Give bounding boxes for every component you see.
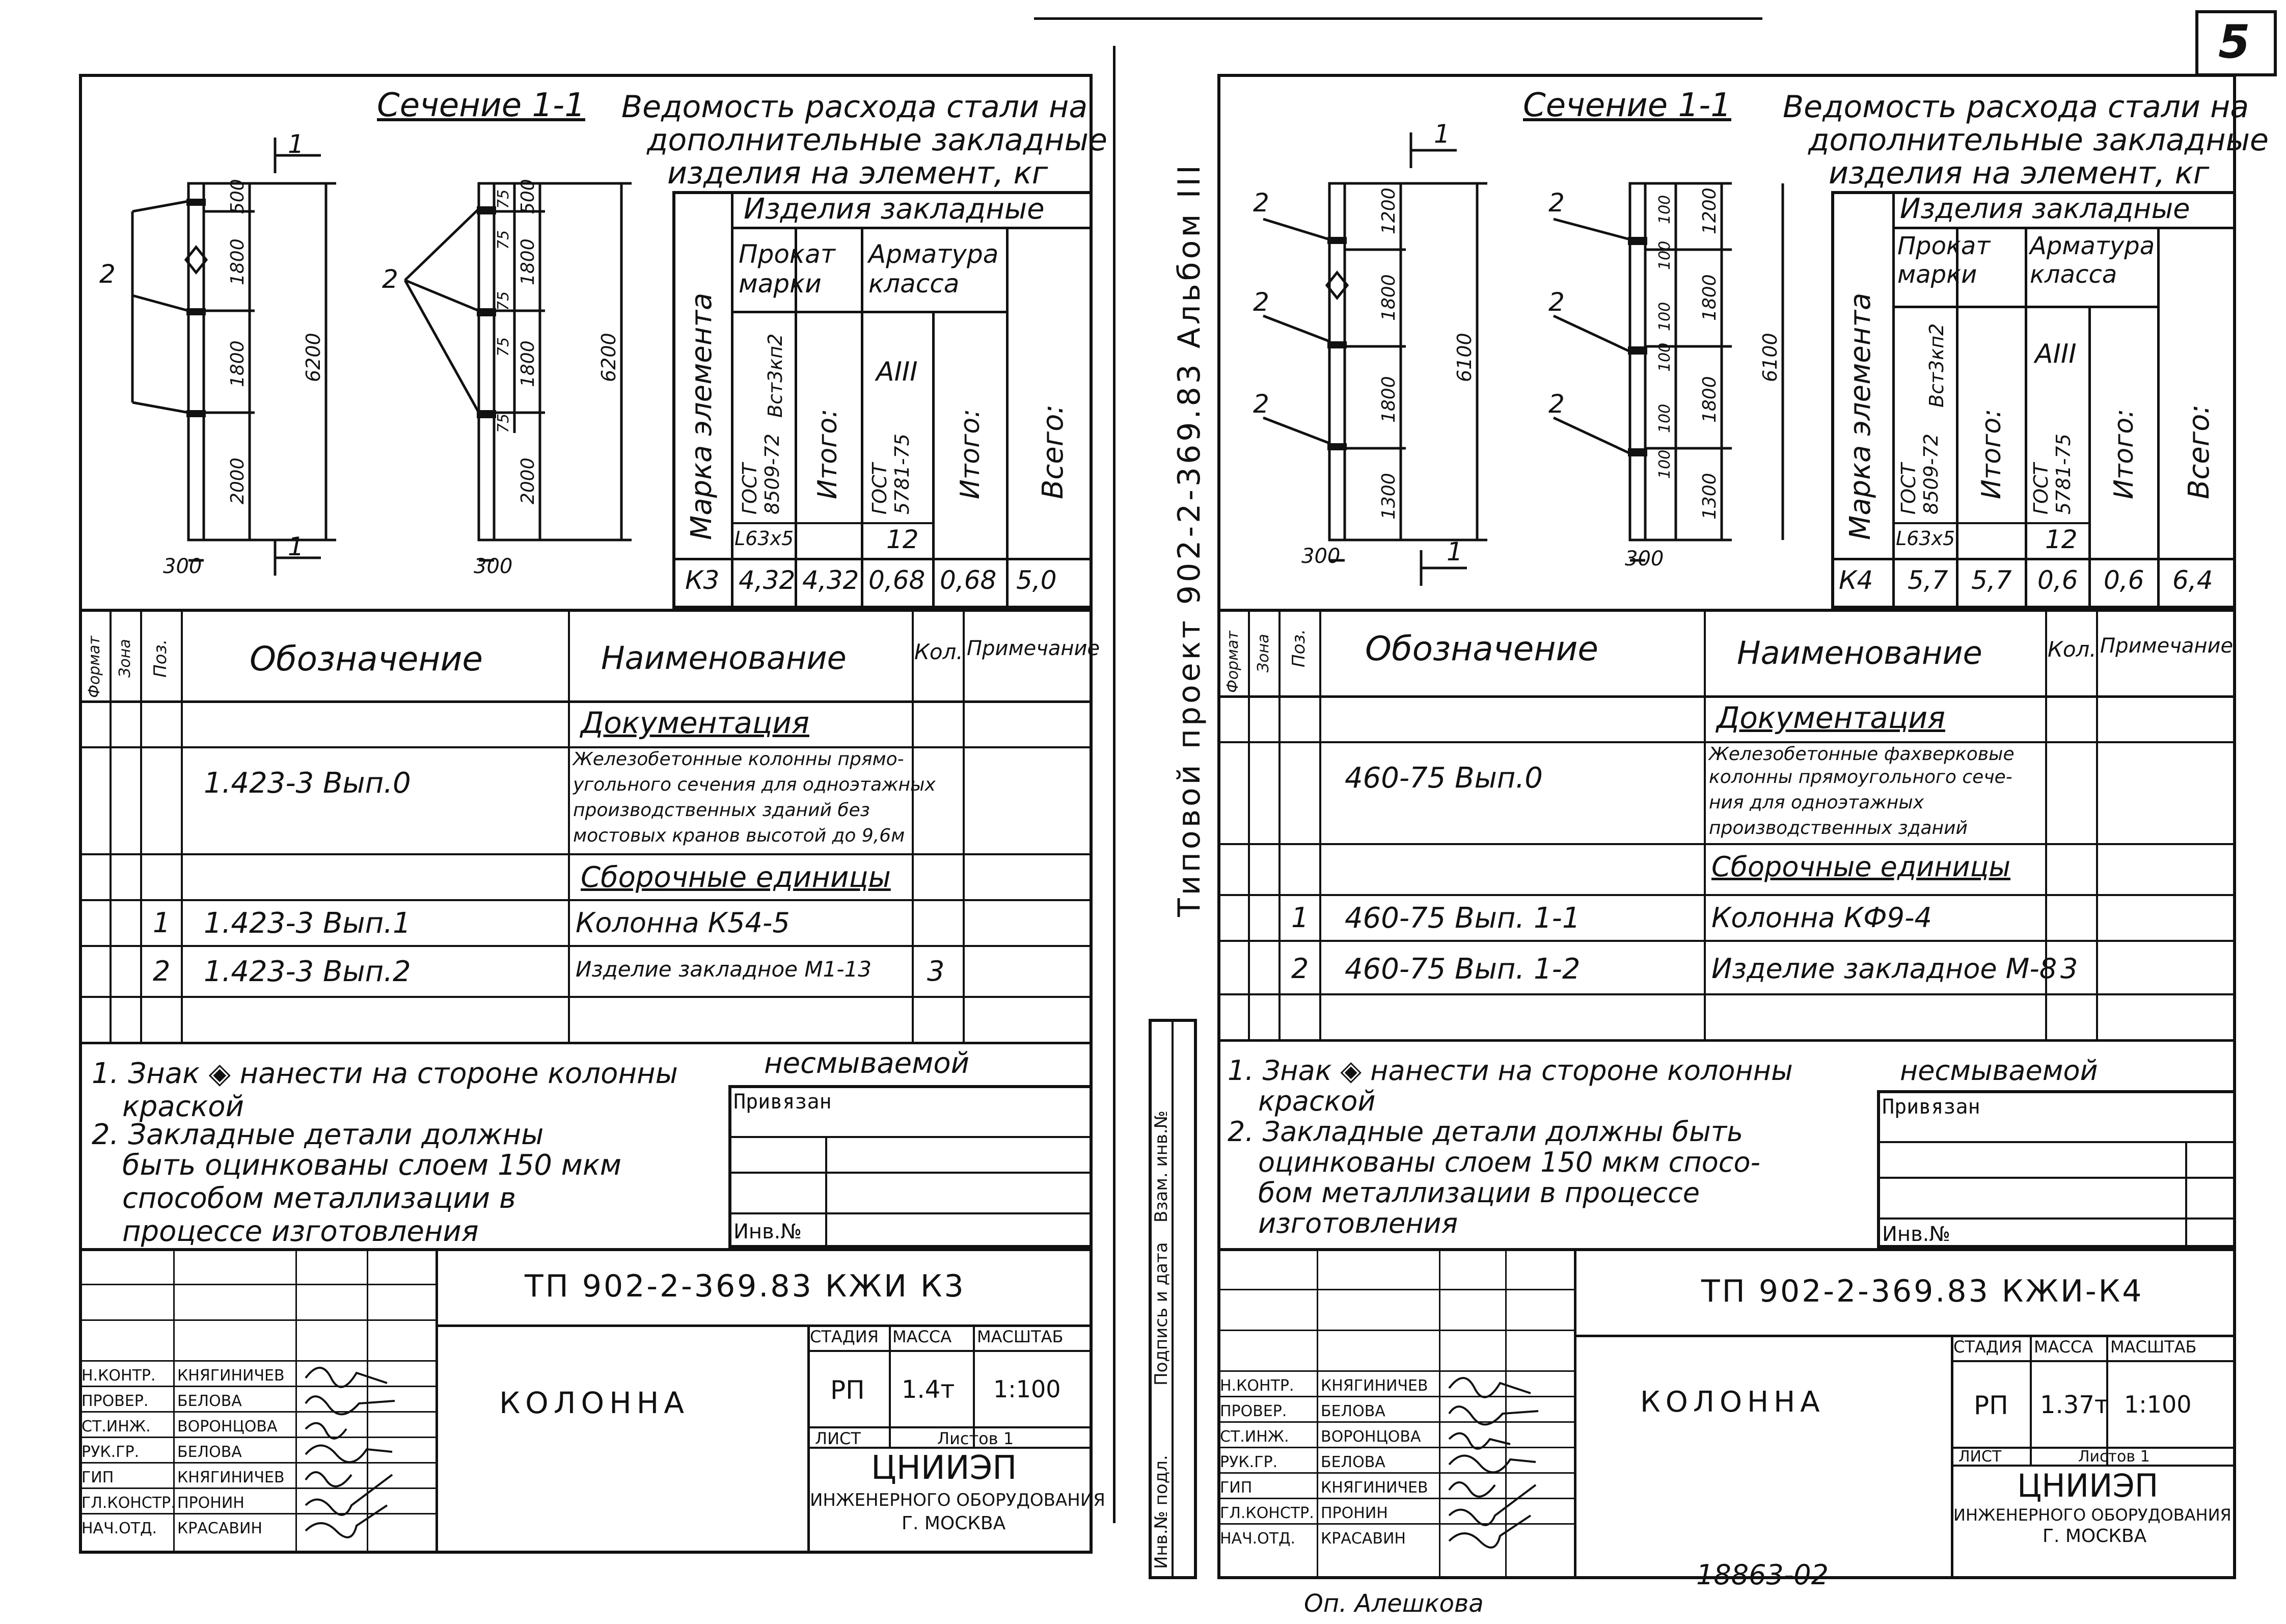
sheet-2-cut-label-bottom: 1: [1447, 537, 1463, 566]
sheet-2-rolled-profile: L63x5: [1896, 527, 1955, 550]
sheet-2-spec-line: [1278, 609, 1281, 1039]
sheet-1-dim-4: 2000: [227, 457, 248, 504]
sheet-2-note-1: 1. Знак ◈ нанести на стороне колонны: [1228, 1054, 1793, 1087]
sheet-1-rolled-grade: Вст3кп2: [764, 333, 786, 418]
sheet-1-steel-line: [672, 558, 1093, 560]
sheet-1-name-1: КНЯГИНИЧЕВ: [177, 1367, 285, 1385]
sheet-2-note-2-d: изготовления: [1258, 1207, 1458, 1239]
sheet-2-hdr-pos: Поз.: [1289, 629, 1309, 667]
sheet-2-row-rolled-total: 5,7: [1971, 565, 2012, 595]
sheet-1-row1-pos: 1: [153, 907, 171, 939]
sheet-1-steel-title-3: изделия на элемент, кг: [667, 155, 1048, 191]
sheet-1-spec-line: [181, 609, 183, 1042]
sheet-2-tb-line: [1439, 1248, 1440, 1579]
sheet-2-spec-line: [1217, 695, 2236, 698]
sheet-1-pos-label-a: 2: [99, 259, 116, 289]
sheet-1-role-3: СТ.ИНЖ.: [81, 1418, 151, 1436]
sheet-1-bound-line: [728, 1136, 1093, 1138]
sheet-2-hdr-qty: Кол.: [2048, 637, 2097, 662]
sheet-1-name-3: ВОРОНЦОВА: [177, 1418, 278, 1436]
sheet-2-small-2: 100: [1656, 240, 1674, 270]
sheet-2-role-2: ПРОВЕР.: [1220, 1402, 1287, 1420]
sheet-1-spec-line: [79, 609, 1093, 612]
sheet-1-dim-overall-b: 6200: [597, 333, 620, 382]
sheet-1-spec-line: [963, 609, 965, 1042]
sheet-1-dim-overall: 6200: [302, 333, 324, 382]
sheet-1-tb-line: [807, 1324, 810, 1554]
page-number: 5: [2218, 15, 2250, 69]
sheet-2-dim-5: 1200: [1699, 187, 1720, 234]
sheet-1-note-1: 1. Знак ◈ нанести на стороне колонны: [92, 1057, 678, 1090]
sheet-2-doc-name-3: ния для одноэтажных: [1709, 792, 1924, 813]
sheet-2-steel-title-2: дополнительные закладные: [1808, 122, 2269, 158]
sheet-1-tb-line: [79, 1284, 436, 1285]
sheet-2-pos-label-a: 2: [1253, 188, 1269, 218]
sheet-2-row2-name: Изделие закладное М-8: [1711, 953, 2057, 985]
album-label: Типовой проект 902-2-369.83 Альбом III: [1172, 162, 1207, 917]
sheet-1-spec-line: [79, 700, 1093, 703]
sheet-1-hdr-note: Примечание: [967, 637, 1100, 660]
sheet-2-scale: 1:100: [2124, 1391, 2192, 1418]
sheet-1-row1-name: Колонна К54-5: [576, 907, 790, 939]
sheet-2-tb-line: [1951, 1360, 2236, 1362]
sheet-1-spec-line: [79, 746, 1093, 748]
sheet-1-spec-line: [912, 609, 914, 1042]
sheet-1-hdr-format: Формат: [86, 636, 103, 698]
sheet-1-note-2-b: быть оцинкованы слоем 150 мкм: [122, 1149, 621, 1182]
sheet-2-note-2-b: оцинкованы слоем 150 мкм спосо-: [1258, 1146, 1760, 1178]
sheet-1-row-rebar-total: 0,68: [940, 565, 997, 595]
sheet-1-rebar-gost: ГОСТ 5781-75: [868, 434, 913, 515]
sheet-2-doc-code: 460-75 Вып.0: [1345, 762, 1543, 795]
sheet-1-role-6: ГЛ.КОНСТР.: [81, 1494, 176, 1512]
sheet-2-hdr-note: Примечание: [2100, 634, 2234, 658]
sheet-1-hdr-zone: Зона: [116, 639, 134, 678]
sheet-1-rebar-dia: 12: [886, 525, 919, 554]
sheet-2-column-drawing: [1233, 117, 1834, 606]
sheet-2-row-rolled: 5,7: [1908, 565, 1948, 595]
sheet-2-spec-line: [1217, 940, 2236, 942]
sheet-1-row-mark: К3: [685, 565, 720, 595]
sheet-2-spec-line: [1217, 894, 2236, 896]
sheet-2-spec-line: [1248, 609, 1250, 1039]
sheet-2-small-3: 100: [1656, 302, 1674, 331]
sheet-1-hdr-qty: Кол.: [914, 639, 963, 664]
sheet-2-name-7: КРАСАВИН: [1321, 1530, 1406, 1548]
sheet-1-spec-line: [140, 609, 142, 1042]
sheet-2-spec-line: [1319, 609, 1321, 1039]
sheet-2-docs-heading: Документация: [1717, 700, 1945, 735]
sheet-2-row-grand-total: 6,4: [2172, 565, 2213, 595]
sheet-2-name-3: ВОРОНЦОВА: [1321, 1428, 1421, 1446]
sheet-1-designation: ТП 902-2-369.83 КЖИ К3: [525, 1268, 966, 1304]
sheet-1-row-rolled: 4,32: [739, 565, 796, 595]
sheet-2-spec-line: [1217, 609, 2236, 612]
sheet-1-stage-label: СТАДИЯ: [810, 1327, 879, 1346]
sheet-1-steel-line: [861, 227, 863, 609]
sheet-1-spec-line: [79, 1042, 1093, 1044]
sheet-1-small-1: 75: [495, 189, 512, 209]
side-stamp-label-sign: Подпись и дата: [1151, 1242, 1172, 1386]
side-stamp-label-inv: Инв.№ подл.: [1151, 1455, 1172, 1569]
sheet-1-steel-line: [731, 227, 1093, 229]
sheet-1-small-3: 75: [495, 291, 512, 311]
sheet-1-row1-code: 1.423-3 Вып.1: [204, 907, 411, 940]
sheet-2-sheets-label: Листов 1: [2078, 1448, 2150, 1466]
center-gutter-line: [1113, 46, 1115, 1523]
sheet-2-role-6: ГЛ.КОНСТР.: [1220, 1504, 1314, 1522]
sheet-2-small-5: 100: [1656, 403, 1674, 433]
sheet-1-scale-label: МАСШТАБ: [977, 1327, 1064, 1346]
sheet-1-dim-8: 2000: [518, 457, 538, 504]
sheet-2-bound-line: [1877, 1141, 2236, 1143]
sheet-2-rebar-class: АIII: [2035, 339, 2077, 369]
sheet-1-mass: 1.4т: [902, 1375, 955, 1404]
sheet-1-row2-qty: 3: [927, 955, 945, 987]
sheet-2-role-4: РУК.ГР.: [1220, 1453, 1278, 1471]
sheet-2-base-width-a: 300: [1301, 545, 1341, 568]
sheet-1-subtotal-b: Итого:: [955, 409, 986, 499]
sheet-1-name-7: КРАСАВИН: [177, 1520, 262, 1537]
sheet-1-tb-line: [889, 1324, 891, 1447]
sheet-2-rolled-grade: Вст3кп2: [1925, 323, 1948, 408]
sheet-1-tb-line: [807, 1426, 1093, 1428]
sheet-1-hdr-name: Наименование: [601, 639, 847, 676]
sheet-1-org-1: ЦНИИЭП: [871, 1449, 1017, 1487]
sheet-2-bound-label: Привязан: [1882, 1095, 1980, 1119]
sheet-1-stamp-title: КОЛОННА: [499, 1386, 689, 1420]
sheet-2-hdr-name: Наименование: [1737, 634, 1982, 671]
sheet-1-role-2: ПРОВЕР.: [81, 1392, 149, 1410]
sheet-2-name-6: ПРОНИН: [1321, 1504, 1388, 1522]
sheet-2-bound-line: [1877, 1177, 2236, 1179]
sheet-2-hdr-zone: Зона: [1255, 634, 1272, 672]
sheet-1-cut-label-top: 1: [288, 129, 304, 159]
sheet-1-steel-title-1: Ведомость расхода стали на: [621, 89, 1088, 125]
sheet-2-stage-label: СТАДИЯ: [1953, 1337, 2022, 1357]
sheet-1-note-2-a: 2. Закладные детали должны: [92, 1118, 544, 1151]
sheet-2-role-3: СТ.ИНЖ.: [1220, 1428, 1289, 1446]
sheet-2-hdr-format: Формат: [1224, 631, 1242, 693]
sheet-2-row2-code: 460-75 Вып. 1-2: [1345, 953, 1581, 986]
sheet-2-role-1: Н.КОНТР.: [1220, 1377, 1294, 1395]
sheet-2-doc-name-4: производственных зданий: [1709, 818, 1968, 838]
sheet-1-name-4: БЕЛОВА: [177, 1443, 242, 1461]
sheet-2-dim-2: 1800: [1378, 274, 1399, 321]
sheet-2-stamp-title: КОЛОННА: [1640, 1386, 1825, 1419]
sheet-1-mark-header: Марка элемента: [685, 292, 718, 540]
sheet-1-spec-line: [568, 609, 570, 1042]
sheet-1-bound-line: [728, 1172, 1093, 1174]
sheet-2-tb-line: [1317, 1248, 1318, 1579]
sheet-2-rebar-header: Арматура класса: [2030, 232, 2155, 289]
sheet-2-subtotal-a: Итого:: [1976, 409, 2007, 499]
sheet-1-tb-line: [79, 1248, 1093, 1251]
side-stamp-divider: [1172, 1019, 1174, 1579]
sheet-2-steel-line: [1892, 191, 1895, 609]
sheet-1-spec-line: [79, 899, 1093, 901]
sheet-2-small-1: 100: [1656, 195, 1674, 224]
sheet-1-org-2: ИНЖЕНЕРНОГО ОБОРУДОВАНИЯ: [810, 1490, 1105, 1510]
sheet-1-pos-label-b: 2: [382, 264, 398, 294]
sheet-2-dim-3: 1800: [1378, 376, 1399, 423]
sheet-1-role-5: ГИП: [81, 1469, 114, 1486]
sheet-1-group-header: Изделия закладные: [744, 193, 1045, 226]
sheet-2-hdr-designation: Обозначение: [1365, 629, 1598, 668]
sheet-2-row-rebar: 0,6: [2037, 565, 2078, 595]
sheet-2-inv-label: Инв.№: [1882, 1223, 1950, 1246]
sheet-2-note-1-b: несмываемой: [1900, 1054, 2098, 1087]
sheet-2-pos-label-f: 2: [1548, 389, 1565, 419]
sheet-1-doc-name-1: Железобетонные колонны прямо-: [573, 749, 904, 770]
sheet-1-doc-code: 1.423-3 Вып.0: [204, 767, 411, 800]
sheet-1-row-rebar: 0,68: [868, 565, 926, 595]
sheet-2-note-1-c: краской: [1258, 1085, 1376, 1117]
sheet-1-rolled-gost: ГОСТ 8509-72: [739, 434, 783, 515]
sheet-2-mass-label: МАССА: [2034, 1337, 2093, 1357]
sheet-1-mass-label: МАССА: [892, 1327, 952, 1346]
sheet-1-scale: 1:100: [993, 1375, 1061, 1403]
sheet-1-assembly-heading: Сборочные единицы: [581, 861, 891, 894]
sheet-2-role-7: НАЧ.ОТД.: [1220, 1530, 1296, 1548]
sheet-1-dim-1: 500: [227, 179, 248, 214]
sheet-1-steel-line: [1006, 227, 1009, 609]
sheet-2-row1-name: Колонна КФ9-4: [1711, 902, 1932, 934]
sheet-1-dim-5: 500: [518, 179, 538, 214]
sheet-1-small-4: 75: [495, 337, 512, 357]
sheet-2-spec-line: [1217, 843, 2236, 845]
sheet-2-mark-header: Марка элемента: [1844, 292, 1877, 540]
sheet-2-row-mark: К4: [1839, 565, 1873, 595]
sheet-2-small-6: 100: [1656, 449, 1674, 479]
sheet-2-steel-line: [2157, 227, 2160, 609]
sheet-1-note-2-c: способом металлизации в: [122, 1182, 516, 1215]
sheet-2-steel-title-1: Ведомость расхода стали на: [1783, 89, 2249, 125]
sheet-2-org-1: ЦНИИЭП: [2017, 1467, 2159, 1504]
sheet-2-steel-line: [1892, 227, 2236, 229]
sheet-2-small-4: 100: [1656, 342, 1674, 372]
sheet-1-role-7: НАЧ.ОТД.: [81, 1520, 157, 1537]
sheet-1-spec-line: [79, 945, 1093, 947]
sheet-2-tb-line: [1951, 1335, 1953, 1579]
sheet-2-stage: РП: [1974, 1391, 2008, 1420]
sheet-1-steel-line: [932, 311, 935, 609]
sheet-2-steel-line: [1892, 522, 2091, 524]
sheet-2-row1-pos: 1: [1291, 902, 1309, 934]
sheet-1-steel-line: [731, 522, 935, 524]
sheet-2-pos-label-d: 2: [1548, 188, 1565, 218]
sheet-2-spec-line: [2096, 609, 2098, 1039]
sheet-2-spec-line: [1217, 1039, 2236, 1042]
sheet-2-subtotal-b: Итого:: [2109, 409, 2139, 499]
sheet-2-tb-line: [1217, 1330, 1574, 1331]
sheet-1-tb-line: [79, 1319, 436, 1321]
sheet-2-spec-line: [1217, 741, 2236, 743]
sheet-2-spec-line: [1704, 609, 1706, 1039]
copied-by: Оп. Алешкова: [1304, 1589, 1484, 1618]
sheet-2-name-4: БЕЛОВА: [1321, 1453, 1385, 1471]
sheet-1-note-2-d: процессе изготовления: [122, 1215, 479, 1248]
sheet-2-note-2-c: бом металлизации в процессе: [1258, 1177, 1700, 1209]
sheet-1-small-5: 75: [495, 413, 512, 433]
sheet-1-note-1-c: краской: [122, 1090, 244, 1123]
sheet-1-doc-name-2: угольного сечения для одноэтажных: [573, 774, 936, 795]
sheet-2-tb-line: [1217, 1248, 2236, 1251]
sheet-2-section-title: Сечение 1-1: [1523, 87, 1731, 124]
sheet-2-dim-6: 1800: [1699, 274, 1720, 321]
sheet-2-org-3: Г. МОСКВА: [2043, 1526, 2147, 1547]
sheet-1-cut-label-bottom: 1: [288, 532, 304, 561]
sheet-1-dim-6: 1800: [518, 238, 538, 285]
sheet-1-spec-line: [79, 853, 1093, 855]
sheet-2-row2-qty: 3: [2060, 953, 2078, 985]
sheet-1-sheet-label: ЛИСТ: [815, 1429, 861, 1448]
sheet-2-org-2: ИНЖЕНЕРНОГО ОБОРУДОВАНИЯ: [1953, 1505, 2231, 1525]
sheet-2-bound-line: [2185, 1141, 2187, 1248]
sheet-1-dim-7: 1800: [518, 340, 538, 387]
sheet-2-row1-code: 460-75 Вып. 1-1: [1345, 902, 1581, 935]
sheet-1-name-6: ПРОНИН: [177, 1494, 244, 1512]
sheet-1-steel-line: [731, 191, 733, 609]
sheet-1-doc-name-3: производственных зданий без: [573, 800, 870, 821]
sheet-2-name-2: БЕЛОВА: [1321, 1402, 1385, 1420]
sheet-1-small-2: 75: [495, 230, 512, 250]
sheet-1-steel-line: [731, 311, 1009, 313]
sheet-1-tb-line: [295, 1248, 297, 1554]
sheet-1-doc-name-4: мостовых кранов высотой до 9,6м: [573, 825, 905, 846]
sheet-1-bound-label: Привязан: [733, 1090, 832, 1114]
sheet-2-row2-pos: 2: [1291, 953, 1309, 985]
sheet-1-rolled-header: Прокат марки: [739, 239, 835, 299]
sheet-2-sheet-label: ЛИСТ: [1958, 1448, 2002, 1466]
sheet-2-designation: ТП 902-2-369.83 КЖИ-К4: [1701, 1274, 2144, 1309]
sheet-2-note-2-a: 2. Закладные детали должны быть: [1228, 1116, 1744, 1148]
sheet-1-row-grand-total: 5,0: [1016, 565, 1057, 595]
sheet-1-tb-line: [973, 1324, 975, 1447]
sheet-2-pos-label-b: 2: [1253, 287, 1269, 317]
sheet-2-doc-name-2: колонны прямоугольного сече-: [1709, 767, 2012, 788]
sheet-1-spec-line: [110, 609, 112, 1042]
sheet-2-rolled-gost: ГОСТ 8509-72: [1897, 434, 1942, 515]
sheet-2-dim-overall-b: 6100: [1759, 333, 1781, 382]
sheet-2-steel-line: [2025, 227, 2027, 609]
sheet-1-dim-2: 1800: [227, 238, 248, 285]
sheet-1-row2-code: 1.423-3 Вып.2: [204, 955, 411, 988]
sheet-1-rebar-header: Арматура класса: [868, 239, 999, 299]
sheet-2-tb-line: [2030, 1335, 2032, 1465]
sheet-1-hdr-designation: Обозначение: [250, 639, 483, 679]
copy-number: 18863-02: [1696, 1559, 1829, 1591]
sheet-2-cut-label-top: 1: [1434, 119, 1450, 149]
sheet-1-tb-line: [436, 1248, 438, 1554]
sheet-2-doc-name-1: Железобетонные фахверковые: [1709, 744, 2015, 765]
top-rule-line: [1034, 17, 1762, 20]
sheet-1-total-label: Всего:: [1037, 404, 1070, 499]
sheet-2-dim-overall: 6100: [1453, 333, 1476, 382]
sheet-1-role-1: Н.КОНТР.: [81, 1367, 156, 1385]
sheet-1-spec-line: [79, 996, 1093, 998]
sheet-2-dim-8: 1300: [1699, 473, 1720, 520]
sheet-2-assembly-heading: Сборочные единицы: [1711, 851, 2011, 883]
sheet-1-row2-name: Изделие закладное М1-13: [576, 957, 872, 982]
sheet-2-tb-line: [1217, 1289, 1574, 1290]
sheet-2-bound-line: [1877, 1217, 2236, 1220]
sheet-1-role-4: РУК.ГР.: [81, 1443, 140, 1461]
sheet-1-subtotal-a: Итого:: [812, 409, 843, 499]
sheet-1-bound-line: [825, 1136, 827, 1248]
sheet-1-hdr-pos: Поз.: [150, 639, 171, 678]
sheet-2-role-5: ГИП: [1220, 1479, 1253, 1497]
sheet-1-note-1-b: несмываемой: [764, 1047, 969, 1080]
sheet-2-signatures: [1444, 1370, 1576, 1574]
sheet-1-column-drawing: [87, 117, 667, 606]
sheet-2-mass: 1.37т: [2040, 1391, 2109, 1419]
sheet-2-total-label: Всего:: [2183, 404, 2216, 499]
sheet-2-row-rebar-total: 0,6: [2104, 565, 2144, 595]
sheet-1-section-title: Сечение 1-1: [377, 87, 585, 124]
sheet-1-rebar-class: АIII: [876, 357, 918, 387]
sheet-1-dim-3: 1800: [227, 340, 248, 387]
sheet-2-rebar-dia: 12: [2045, 525, 2078, 554]
sheet-2-rebar-gost: ГОСТ 5781-75: [2030, 434, 2075, 515]
sheet-1-sheets-label: Листов 1: [937, 1429, 1014, 1448]
side-stamp-label-replace: Взам. инв.№: [1151, 1110, 1172, 1223]
sheet-1-inv-label: Инв.№: [733, 1220, 802, 1243]
sheet-1-tb-line: [807, 1350, 1093, 1352]
sheet-2-steel-line: [2088, 306, 2091, 609]
sheet-2-group-header: Изделия закладные: [1900, 193, 2190, 225]
sheet-2-name-5: КНЯГИНИЧЕВ: [1321, 1479, 1428, 1497]
sheet-2-dim-1: 1200: [1378, 187, 1399, 234]
sheet-1-name-2: БЕЛОВА: [177, 1392, 242, 1410]
sheet-1-row2-pos: 2: [153, 955, 171, 987]
sheet-2-dim-4: 1300: [1378, 473, 1399, 520]
sheet-1-docs-heading: Документация: [581, 706, 809, 740]
sheet-2-name-1: КНЯГИНИЧЕВ: [1321, 1377, 1428, 1395]
sheet-1-stage: РП: [830, 1375, 865, 1405]
sheet-1-rolled-profile: L63x5: [734, 527, 794, 550]
sheet-2-pos-label-c: 2: [1253, 389, 1269, 419]
sheet-1-signatures: [301, 1360, 433, 1554]
sheet-1-steel-title-2: дополнительные закладные: [647, 122, 1107, 158]
sheet-2-dim-7: 1800: [1699, 376, 1720, 423]
sheet-2-steel-title-3: изделия на элемент, кг: [1829, 155, 2210, 191]
sheet-2-scale-label: МАСШТАБ: [2110, 1337, 2197, 1357]
sheet-1-row-rolled-total: 4,32: [802, 565, 859, 595]
sheet-1-org-3: Г. МОСКВА: [902, 1513, 1006, 1534]
sheet-2-pos-label-e: 2: [1548, 287, 1565, 317]
sheet-2-spec-line: [1217, 993, 2236, 995]
sheet-1-base-width-a: 300: [163, 555, 202, 578]
sheet-1-name-5: КНЯГИНИЧЕВ: [177, 1469, 285, 1486]
sheet-2-rolled-header: Прокат марки: [1897, 232, 1991, 289]
sheet-1-base-width-b: 300: [474, 555, 513, 578]
sheet-2-base-width-b: 300: [1625, 547, 1664, 571]
sheet-1-bound-line: [728, 1212, 1093, 1214]
